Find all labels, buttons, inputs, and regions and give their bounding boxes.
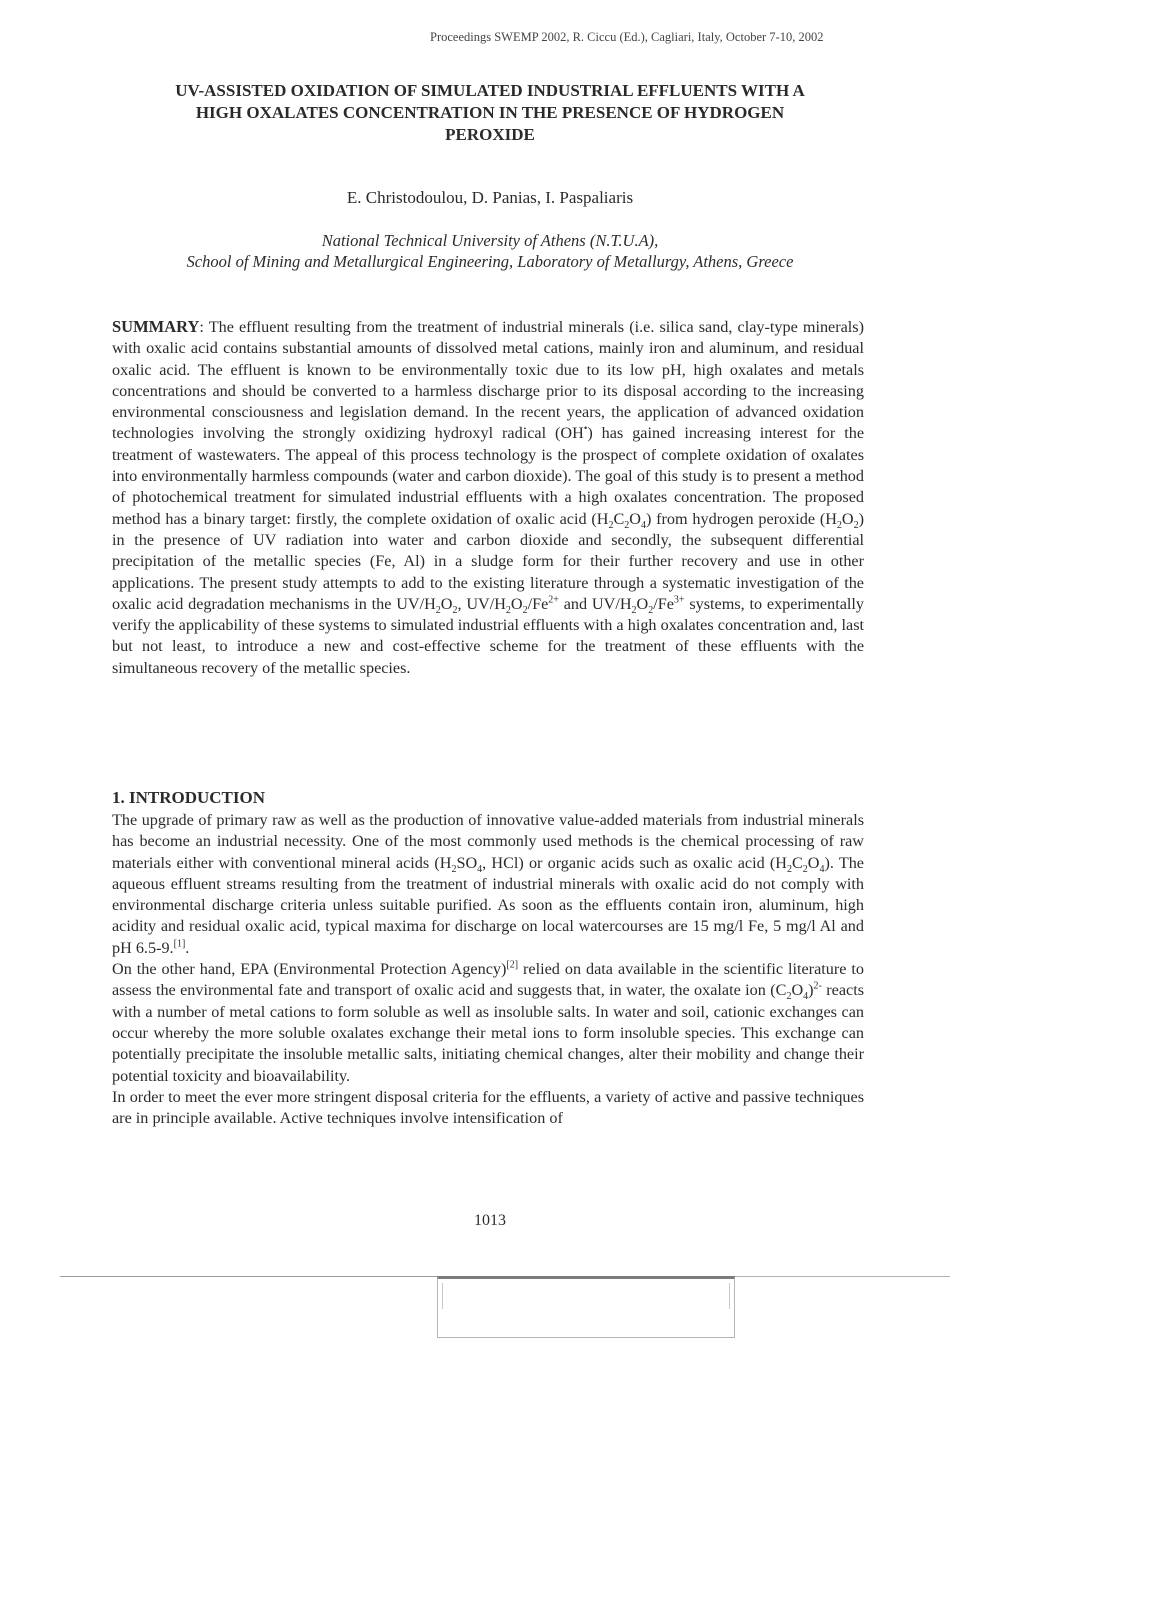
citation: [2] <box>506 959 519 971</box>
introduction-body <box>112 810 864 1129</box>
affiliation <box>110 230 870 272</box>
summary-paragraph: SUMMARY: The effluent resulting from the treatment of industrial minerals (i.e. silica sand, clay-type minerals) with oxalic acid contains substantial amounts of dissolved metal cations, mainly iron and aluminum, and residual oxalic acid. The effluent is known to be environmentally toxic due to its low pH, high oxalates and metals concentrations and should be converted to a harmless discharge prior to its disposal according to the increasing environmental consciousness and legislation demand. In the recent years, the application of advanced oxidation technologies involving the strongly oxidizing hydroxyl radical (OH•) has gained increasing interest for the treatment of wastewaters. The appeal of this process technology is the prospect of complete oxidation of oxalates into environmentally harmless compounds (water and carbon dioxide). The goal of this study is to present a method of photochemical treatment for simulated industrial effluents with a high oxalates concentration. The proposed method has a binary target: firstly, the complete oxidation of oxalic acid $(H_2C_2O_4)$ from hydrogen peroxide $(H_2O_2)$ in the presence of UV radiation into water and carbon dioxide and secondly, the subsequent differential precipitation of the metallic species (Fe, Al) in a sludge form for their further recovery and use in other applications. The present study attempts to add to the existing literature through a systematic investigation of the oxalic acid degradation mechanisms in the $UV/H_2O_2$, $UV/H_2O_2/Fe^{2+}$ and $UV/H_2O_2/Fe^{3+}$ systems, to experimentally verify the applicability of these systems to simulated industrial effluents with a high oxalates concentration and, last but not least, to introduce a new and cost-effective scheme for the treatment of these effluents with the simultaneous recovery of the metallic species. <box>112 317 865 677</box>
summary-text: ) from hydrogen peroxide (H <box>645 509 837 528</box>
affiliation-line: School of Mining and Metallurgical Engineering, Laboratory of Metallurgy, Athens, Greece <box>186 252 794 271</box>
paragraph-text: , HCl) or organic acids such as oxalic acid (H <box>482 853 787 872</box>
paragraph-text: relied on data available in the scientific literature to assess the environmental fate and transport of oxalic acid and suggests that, in water, the oxalate ion (C <box>112 960 865 1000</box>
paragraph-text: The upgrade of primary raw as well as the production of innovative value-added materials from industrial minerals has become an industrial necessity. One of the most commonly used methods is the chemical processing of raw materials either with conventional mineral acids (H <box>112 811 864 872</box>
summary-text: ) in the presence of UV radiation into water and carbon dioxide and secondly, the subsequent differential precipitation of the metallic species (Fe, Al) in a sludge form for their further recovery and use in other applications. The present study attempts to add to the existing literature through a systematic investigation of the oxalic acid degradation mechanisms in the UV/H <box>112 509 864 613</box>
summary-text: : The effluent resulting from the treatment of industrial minerals (i.e. silica sand, clay-type minerals) with oxalic acid contains substantial amounts of dissolved metal cations, mainly iron and aluminum, and residual oxalic acid. The effluent is known to be environmentally toxic due to its low pH, high oxalates and metals concentrations and should be converted to a harmless discharge prior to its disposal according to the increasing environmental consciousness and legislation demand. In the recent years, the application of advanced oxidation technologies involving the strongly oxidizing hydroxyl radical (OH <box>112 318 864 443</box>
running-header: Proceedings SWEMP 2002, R. Ciccu (Ed.), Cagliari, Italy, October 7-10, 2002 <box>430 30 824 44</box>
divider-line <box>730 1276 950 1277</box>
page-number: 1013 <box>474 1212 506 1229</box>
summary-text: ) has gained increasing interest for the treatment of wastewaters. The appeal of this process technology is the prospect of complete oxidation of oxalates into environmentally harmless compounds (water and carbon dioxide). The goal of this study is to present a method of photochemical treatment for simulated industrial effluents with a high oxalates concentration. The proposed method has a binary target: firstly, the complete oxidation of oxalic acid (H <box>112 424 865 528</box>
paragraph: In order to meet the ever more stringent disposal criteria for the effluents, a variety of active and passive techniques are in principle available. Active techniques involve intensification of <box>112 1087 864 1128</box>
author-list: E. Christodoulou, D. Panias, I. Paspaliaris <box>346 188 634 207</box>
paragraph: On the other hand, EPA (Environmental Protection Agency)[2] relied on data available in the scientific literature to assess the environmental fate and transport of oxalic acid and suggests that, in water, the oxalate ion $(C_2O_4)^{2-}$ reacts with a number of metal cations to form soluble as well as insoluble salts. In water and soil, cationic exchanges can occur whereby the more soluble oxalates exchange their metal ions to form insoluble species. This exchange can potentially precipitate the insoluble metallic salts, initiating chemical changes, alter their mobility and change their potential toxicity and bioavailability. <box>112 959 865 1085</box>
scan-frame-box <box>437 1276 735 1338</box>
scan-frame-inner <box>442 1283 730 1309</box>
title-line: HIGH OXALATES CONCENTRATION IN THE PRESENCE OF HYDROGEN <box>195 103 785 122</box>
summary-text: systems, to experimentally verify the applicability of these systems to simulated industrial effluents with a high oxalates concentration and, last but not least, to introduce a new and cost-effective scheme for the treatment of these effluents with the simultaneous recovery of the metallic species. <box>112 594 864 677</box>
paragraph: The upgrade of primary raw as well as the production of innovative value-added materials from industrial minerals has become an industrial necessity. One of the most commonly used methods is the chemical processing of raw materials either with conventional mineral acids ($H_2SO_4$, HCl) or organic acids such as oxalic acid $(H_2C_2O_4)$. The aqueous effluent streams resulting from the treatment of industrial minerals with oxalic acid do not comply with environmental discharge criteria unless suitable purified. As soon as the effluents contain iron, aluminum, high acidity and residual oxalic acid, typical maxima for discharge on local watercourses are 15 mg/l Fe, 5 mg/l Al and pH 6.5-9.[1]. <box>112 811 864 957</box>
section-heading: 1. INTRODUCTION <box>112 788 266 807</box>
summary-text: and UV/H <box>558 594 632 613</box>
title-line: PEROXIDE <box>445 125 535 144</box>
title-line: UV-ASSISTED OXIDATION OF SIMULATED INDUSTRIAL EFFLUENTS WITH A <box>175 81 805 100</box>
paragraph-text: On the other hand, EPA (Environmental Protection Agency) <box>112 960 507 979</box>
summary-label: SUMMARY <box>112 317 200 336</box>
divider-line <box>60 1276 440 1277</box>
paragraph-text: ). The aqueous effluent streams resulting from the treatment of industrial minerals with oxalic acid do not comply with environmental discharge criteria unless suitable purified. As soon as the effluents contain iron, aluminum, high acidity and residual oxalic acid, typical maxima for discharge on local watercourses are 15 mg/l Fe, 5 mg/l Al and pH 6.5-9. <box>112 853 864 957</box>
citation: [1] <box>173 938 186 950</box>
affiliation-line: National Technical University of Athens (N.T.U.A), <box>321 231 659 250</box>
paragraph-text: reacts with a number of metal cations to form soluble as well as insoluble salts. In water and soil, cationic exchanges can occur whereby the more soluble oxalates exchange their metal ions to form insoluble species. This exchange can potentially precipitate the insoluble metallic salts, initiating chemical changes, alter their mobility and change their potential toxicity and bioavailability. <box>112 981 865 1085</box>
paper-title <box>110 80 870 146</box>
